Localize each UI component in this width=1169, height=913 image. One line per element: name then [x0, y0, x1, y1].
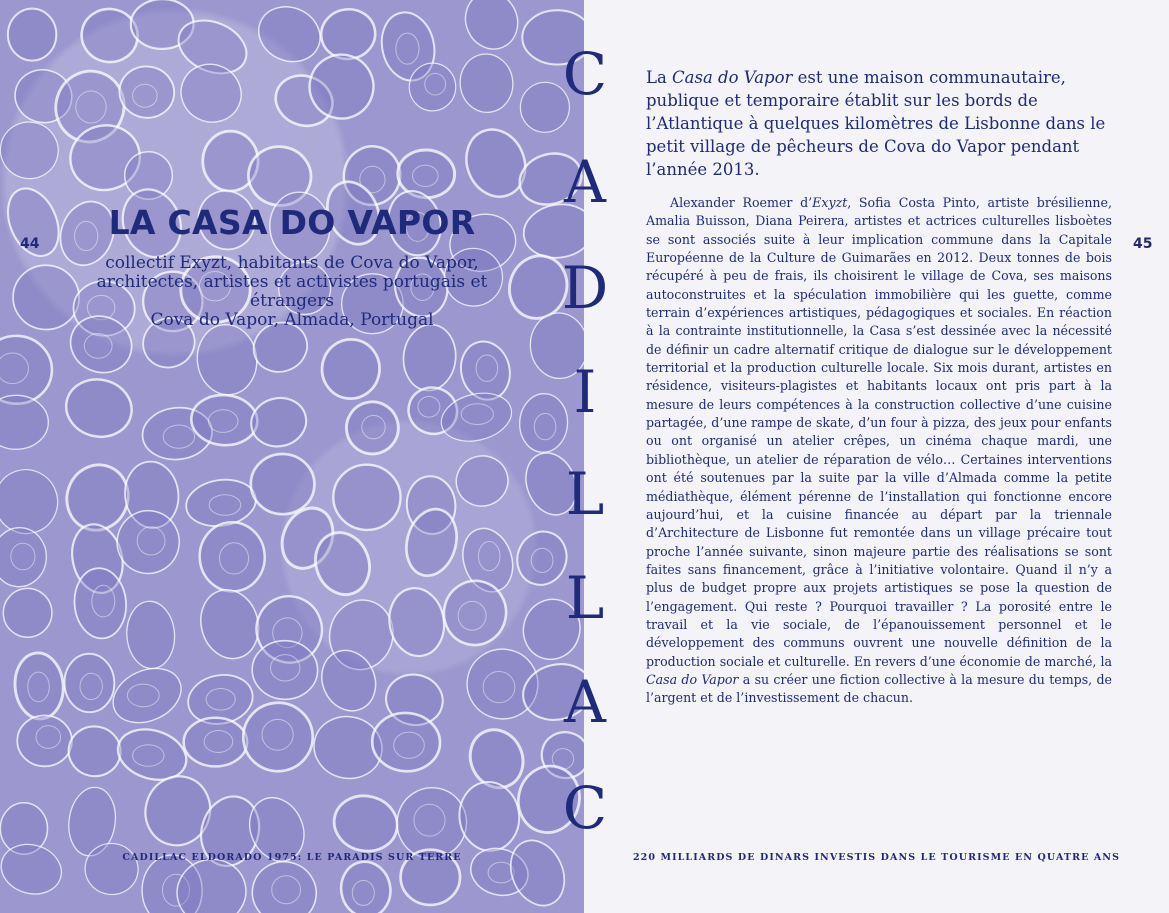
body-text: a su créer une fiction collective à la mesure du temps, de l’argent et de l’investissement de chacun.: [646, 671, 1112, 706]
water-cell: [329, 790, 402, 857]
water-cell: [193, 321, 260, 398]
water-cell: [318, 6, 378, 62]
water-cell: [331, 462, 404, 533]
lead-paragraph: [646, 66, 1116, 181]
water-cell: [384, 584, 449, 661]
water-cell: [65, 723, 123, 779]
water-cell: [0, 525, 49, 588]
subtitle-line: collectif Exyzt, habitants de Cova do Vapor,: [105, 253, 479, 273]
water-cell: [0, 333, 54, 406]
body-text: Alexander Roemer d’: [670, 195, 813, 210]
water-cell: [183, 475, 259, 531]
body-emphasis: Exyzt: [812, 195, 848, 210]
water-cell: [193, 583, 267, 666]
water-cell: [63, 653, 115, 713]
water-cell: [249, 452, 316, 515]
water-cell: [17, 715, 72, 767]
water-cell: [197, 519, 268, 594]
water-cell: [125, 600, 177, 670]
running-footer-right: 220 MILLIARDS DE DINARS INVESTIS DANS LE TOURISME EN QUATRE ANS: [632, 852, 1121, 863]
lead-text: La: [646, 68, 673, 87]
vertical-letter: A: [564, 668, 606, 736]
water-cell: [246, 393, 311, 452]
body-text: , Sofia Costa Pinto, artiste brésilienne, Amalia Buisson, Diana Peirera, artistes et actrices culturelles lisboètes se sont associés suite à leur implication commune dans la Capitale Européenne de la Culture de Guimarães en 2012. Deux tonnes de bois récupéré à peu de frais, ils choisirent le village de Cova, ses maisons autoconstruites et la spéculation immobilière qui les guette, comme terrain d’expériences artistiques, pédagogiques et sociales. En réaction à la contrainte institutionnelle, la Casa s’est dessinée avec la nécessité de définir un cadre alternatif critique de dialogue sur le développement territorial et la production culturelle locale. Six mois durant, artistes en résidence, visiteurs-plagistes et habitants locaux ont pris part à la mesure de leurs compétences à la construction collective d’une cuisine partagée, d’une rampe de skate, d’un four à pizza, des jeux pour enfants ou ont organisé un atelier crêpes, un cinéma chaque mardi, une bibliothèque, un atelier de réparation de vélo… Certaines interventions ont été soutenues par la suite par la ville d’Almada comme la petite médiathèque, élément pérenne de l’installation qui fonctionne encore aujourd’hui, et la cuisine financée au départ par la triennale d’Architecture de Lisbonne fut remontée dans un village précaire tout proche l’année suivante, sinon majeure partie des réalisations se sont faites sans financement, grâce à l’initiative volontaire. Quand il n’y a plus de budget propre aux projets artistiques se pose la question de l’engagement. Qui reste ? Pourquoi travailler ? La porosité entre le travail et la vie sociale, de l’épanouissement personnel et le développement des communs ouvrent une nouvelle définition de la production sociale et culturelle. En revers d’une économie de marché, la: [646, 195, 1112, 669]
vertical-letter: D: [561, 254, 609, 322]
water-cell: [1, 586, 54, 639]
water-cell: [246, 855, 323, 913]
water-cell: [318, 335, 384, 402]
water-cell: [240, 699, 316, 774]
water-cell: [341, 397, 403, 459]
subtitle-line: architectes, artistes et activistes portugais et: [96, 272, 488, 292]
page-number-right: 45: [1133, 236, 1153, 252]
water-cell: [8, 9, 56, 61]
body-emphasis: Casa do Vapor: [646, 671, 739, 687]
vertical-letter: I: [573, 358, 597, 426]
subtitle-line: étrangers: [250, 291, 334, 311]
lead-text: est une maison communautaire, publique et temporaire établit sur les bords de l’Atlantique à quelques kilomètres de Lisbonne dans le petit village de pêcheurs de Cova do Vapor pendant l’année 2013.: [646, 68, 1106, 179]
vertical-letter: L: [565, 460, 605, 528]
water-cell: [12, 651, 66, 721]
water-cell: [457, 51, 516, 115]
vertical-letter: L: [565, 564, 605, 632]
vertical-title: [548, 42, 622, 852]
vertical-letter: C: [562, 774, 608, 842]
left-page-water-image: [0, 0, 584, 913]
vertical-letter: C: [562, 40, 608, 108]
water-cell: [60, 373, 137, 443]
article-title: LA CASA DO VAPOR: [108, 203, 476, 242]
water-cell: [116, 63, 178, 122]
water-cell: [408, 62, 456, 111]
running-footer-left: CADILLAC ELDORADO 1975: LE PARADIS SUR TERRE: [122, 852, 462, 863]
article-subtitle: [40, 254, 544, 330]
lead-emphasis: Casa do Vapor: [672, 68, 793, 87]
water-cell: [450, 450, 514, 513]
subtitle-line: Cova do Vapor, Almada, Portugal: [150, 310, 434, 330]
water-cell: [78, 5, 141, 65]
water-caustics-pattern: [0, 0, 584, 913]
water-cell: [457, 0, 527, 57]
water-cell: [105, 658, 190, 733]
water-cell: [400, 322, 459, 393]
page-number-left: 44: [20, 236, 40, 252]
water-cell: [184, 718, 247, 767]
water-cell: [0, 116, 64, 184]
water-cell: [250, 0, 329, 71]
water-cell: [456, 779, 524, 855]
water-cell: [0, 395, 48, 449]
vertical-letter: A: [564, 148, 606, 216]
body-paragraph: [646, 194, 1112, 708]
